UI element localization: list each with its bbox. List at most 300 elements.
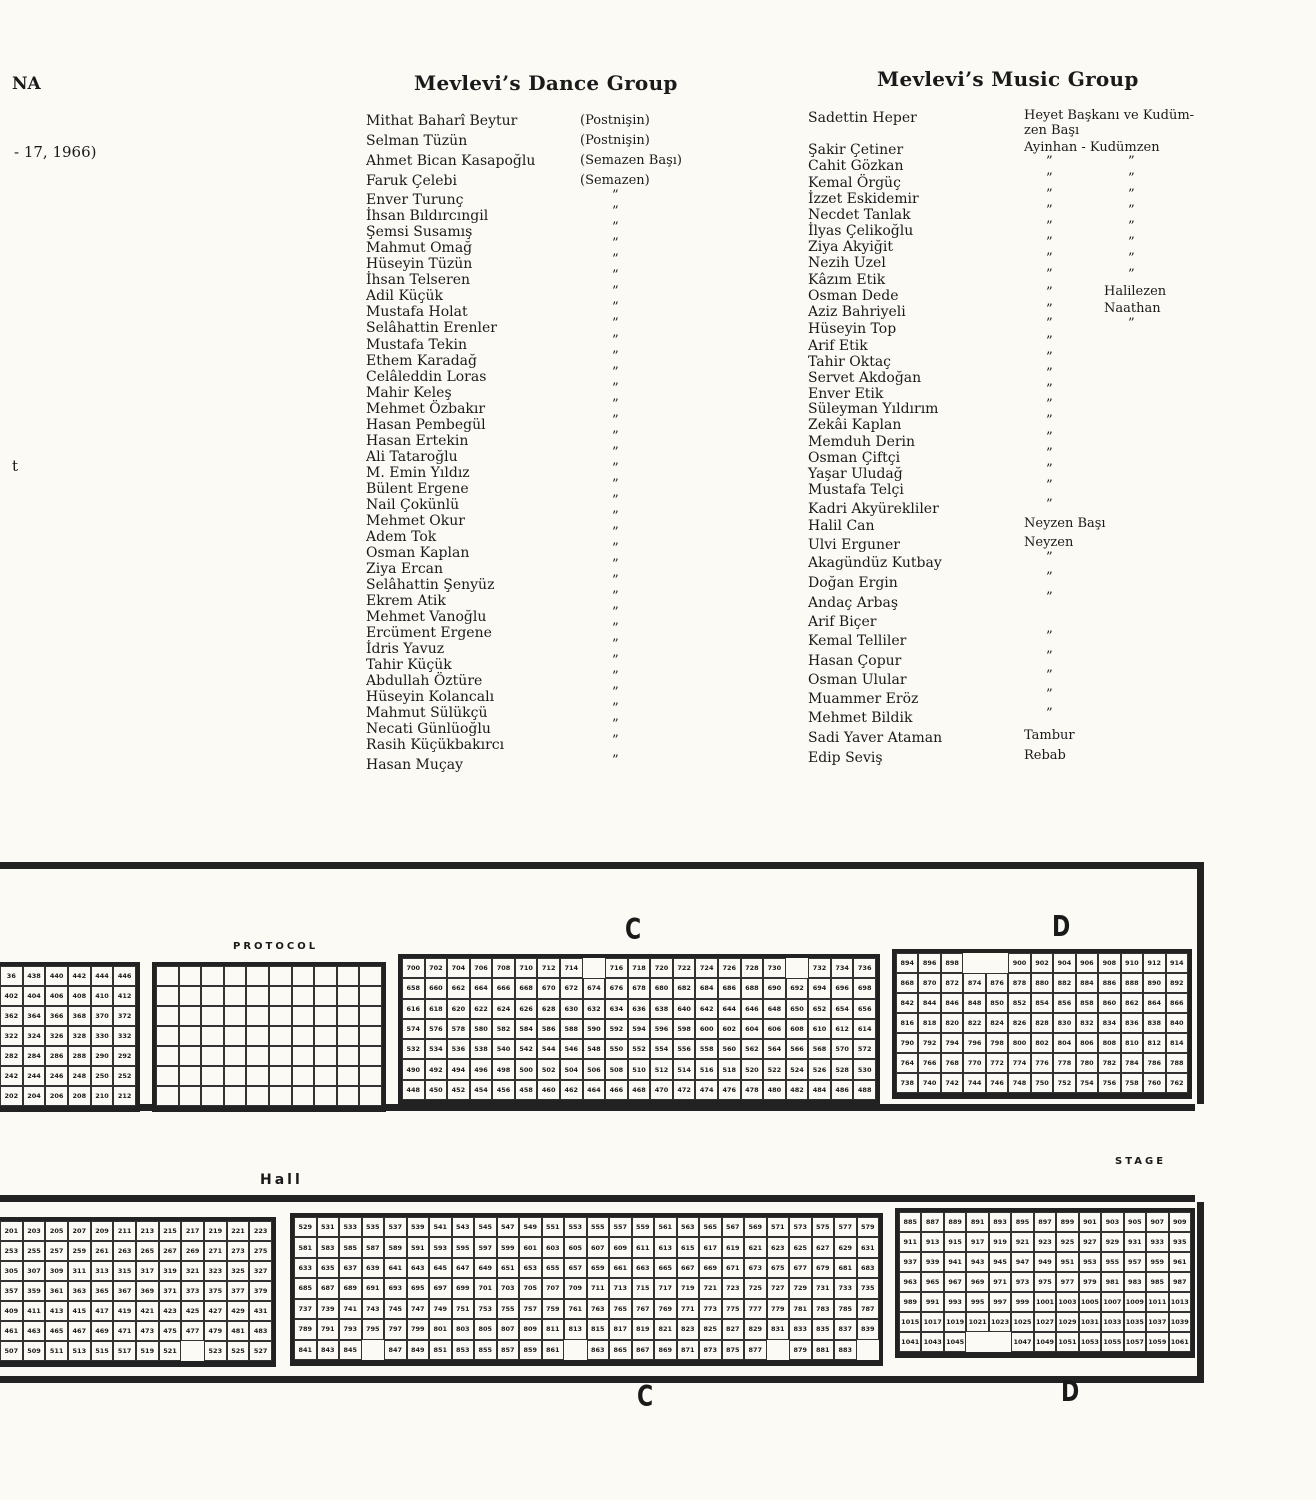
seat: 366 [45,1006,68,1026]
music-member-role-secondary: ” [1128,267,1135,282]
seat: 584 [515,1019,538,1039]
seat: 591 [407,1237,430,1257]
seat: 511 [45,1341,68,1361]
seat: 706 [470,958,493,978]
seat: 598 [673,1019,696,1039]
seat: 564 [763,1039,786,1059]
seat: 212 [113,1086,136,1106]
seat: 1047 [1011,1332,1033,1352]
seat: 742 [941,1073,963,1093]
seat: 985 [1146,1272,1168,1292]
seat: 611 [632,1237,655,1257]
seat: 305 [0,1261,23,1281]
seat: 792 [918,1033,940,1053]
seat: 731 [812,1278,835,1298]
seat: 421 [136,1301,159,1321]
seat: 590 [583,1019,606,1039]
seat: 953 [1079,1252,1101,1272]
music-member-name: Sadettin Heper [808,110,917,126]
seat: 265 [136,1241,159,1261]
protocol-seat [337,1026,360,1046]
seat: 714 [560,958,583,978]
seat: 831 [767,1319,790,1339]
seat: 375 [204,1281,227,1301]
seat: 417 [91,1301,114,1321]
seat: 309 [45,1261,68,1281]
seat: 849 [407,1340,430,1360]
seat: 410 [91,986,114,1006]
seat: 835 [812,1319,835,1339]
seat: 741 [339,1299,362,1319]
protocol-seat [201,1026,224,1046]
seat: 892 [1166,973,1188,993]
seat: 903 [1101,1212,1123,1232]
seat: 886 [1098,973,1120,993]
seat: 660 [425,978,448,998]
seat: 824 [986,1013,1008,1033]
seat: 522 [763,1059,786,1079]
seat [767,1340,790,1360]
seat: 475 [159,1321,182,1341]
seat: 470 [650,1080,673,1100]
seat: 674 [583,978,606,998]
seat: 748 [1008,1073,1030,1093]
seat: 794 [941,1033,963,1053]
protocol-seat [156,1066,179,1086]
seat: 735 [857,1278,880,1298]
seat: 1011 [1146,1292,1168,1312]
seat: 579 [857,1217,880,1237]
seat: 877 [744,1340,767,1360]
seat: 795 [362,1319,385,1339]
seat-block-d-top [892,949,1192,1099]
seat: 506 [583,1059,606,1079]
seat: 476 [718,1080,741,1100]
seat: 868 [896,973,918,993]
seat: 783 [812,1299,835,1319]
seat: 844 [918,993,940,1013]
dance-member-name: Osman Kaplan [366,545,470,561]
seat: 768 [941,1053,963,1073]
music-member-name: Hasan Çopur [808,653,902,669]
seat: 767 [632,1299,655,1319]
seat: 967 [944,1272,966,1292]
seat: 211 [113,1221,136,1241]
seat: 807 [497,1319,520,1339]
music-member-role-secondary: Naathan [1104,301,1161,316]
seat: 605 [564,1237,587,1257]
seat: 448 [402,1080,425,1100]
seat: 528 [831,1059,854,1079]
seat: 955 [1101,1252,1123,1272]
seat: 736 [853,958,876,978]
seat: 658 [402,978,425,998]
seat: 634 [605,999,628,1019]
seat: 286 [45,1046,68,1066]
seat: 373 [181,1281,204,1301]
seat: 269 [181,1241,204,1261]
seat: 688 [741,978,764,998]
seat: 822 [963,1013,985,1033]
dance-member-name: Ercüment Ergene [366,625,492,641]
seat: 473 [136,1321,159,1341]
seat: 829 [744,1319,767,1339]
dance-member-name: Faruk Çelebi [366,173,457,189]
seat: 919 [989,1232,1011,1252]
seat: 874 [963,973,985,993]
seat: 206 [45,1086,68,1106]
seat: 838 [1143,1013,1165,1033]
seat: 779 [767,1299,790,1319]
seat: 697 [429,1278,452,1298]
seat: 1025 [1011,1312,1033,1332]
seat: 311 [68,1261,91,1281]
seat: 762 [1166,1073,1188,1093]
seat: 471 [113,1321,136,1341]
seat: 743 [362,1299,385,1319]
seat: 498 [492,1059,515,1079]
seat: 549 [519,1217,542,1237]
seat: 324 [23,1026,46,1046]
seat: 859 [519,1340,542,1360]
seat: 567 [722,1217,745,1237]
seat: 667 [677,1258,700,1278]
protocol-seat [156,966,179,986]
seat: 411 [23,1301,46,1321]
seat: 678 [628,978,651,998]
seat: 776 [1031,1053,1053,1073]
seat: 512 [650,1059,673,1079]
seat: 670 [537,978,560,998]
seat: 646 [741,999,764,1019]
seat: 746 [986,1073,1008,1093]
seat: 504 [560,1059,583,1079]
dance-member-name: Ziya Ercan [366,561,444,577]
seat: 574 [402,1019,425,1039]
seat: 490 [402,1059,425,1079]
section-d-top-label: D [1052,911,1071,944]
seat: 326 [45,1026,68,1046]
seat: 965 [921,1272,943,1292]
seat: 377 [227,1281,250,1301]
seat: 645 [429,1258,452,1278]
seat: 604 [741,1019,764,1039]
protocol-seat [337,1006,360,1026]
seat: 669 [699,1258,722,1278]
seat: 467 [68,1321,91,1341]
seat: 406 [45,986,68,1006]
seat: 912 [1143,953,1165,973]
seat: 712 [537,958,560,978]
seat: 997 [989,1292,1011,1312]
seat: 558 [695,1039,718,1059]
seat: 947 [1011,1252,1033,1272]
music-member-role: ” [1046,219,1053,234]
seat: 900 [1008,953,1030,973]
music-member-role: ” [1046,235,1053,250]
music-member-name: İzzet Eskidemir [808,191,919,207]
seat: 516 [695,1059,718,1079]
seat: 722 [673,958,696,978]
seat: 773 [699,1299,722,1319]
seat: 524 [786,1059,809,1079]
protocol-seat [269,1006,292,1026]
protocol-seat [246,1086,269,1106]
seat: 534 [425,1039,448,1059]
dance-member-role: ” [612,653,619,668]
seat: 536 [447,1039,470,1059]
seat: 431 [249,1301,272,1321]
seat: 933 [1146,1232,1168,1252]
seat: 1019 [944,1312,966,1332]
seat: 429 [227,1301,250,1321]
seat: 939 [921,1252,943,1272]
seat: 905 [1124,1212,1146,1232]
seat: 821 [654,1319,677,1339]
seat: 666 [492,978,515,998]
seat: 784 [1121,1053,1143,1073]
seat: 708 [492,958,515,978]
seat: 542 [515,1039,538,1059]
dance-member-role: ” [612,621,619,636]
dance-member-name: M. Emin Yıldız [366,465,470,481]
seat: 529 [294,1217,317,1237]
seat: 609 [609,1237,632,1257]
seat: 530 [853,1059,876,1079]
seat: 1055 [1101,1332,1123,1352]
music-member-role: ” [1046,446,1053,461]
seat: 750 [1031,1073,1053,1093]
protocol-seat [179,1026,202,1046]
music-member-role: Heyet Başkanı ve Kudüm- [1024,108,1195,123]
seat: 683 [857,1258,880,1278]
seat: 902 [1031,953,1053,973]
seat: 543 [452,1217,475,1237]
music-member-role: ” [1046,382,1053,397]
protocol-seat [359,1046,382,1066]
seat: 891 [966,1212,988,1232]
seat: 801 [429,1319,452,1339]
hall-label: Hall [260,1172,303,1188]
seat: 734 [831,958,854,978]
seat: 1035 [1124,1312,1146,1332]
dance-member-name: Hasan Ertekin [366,433,469,449]
seat: 765 [609,1299,632,1319]
dance-member-name: Ahmet Bican Kasapoğlu [366,153,536,169]
seat: 686 [718,978,741,998]
music-member-name: Süleyman Yıldırım [808,401,939,417]
seat: 732 [808,958,831,978]
seat: 325 [227,1261,250,1281]
seat: 707 [542,1278,565,1298]
seat: 908 [1098,953,1120,973]
seat: 692 [786,978,809,998]
seat: 893 [989,1212,1011,1232]
seat: 446 [113,966,136,986]
seat: 837 [834,1319,857,1339]
seat: 710 [515,958,538,978]
seat: 651 [497,1258,520,1278]
seat: 595 [452,1237,475,1257]
seat: 872 [941,973,963,993]
seat: 527 [249,1341,272,1361]
seat: 639 [362,1258,385,1278]
seat: 655 [542,1258,565,1278]
seat: 749 [429,1299,452,1319]
protocol-seat [224,1086,247,1106]
seat: 883 [834,1340,857,1360]
music-member-role: ” [1046,366,1053,381]
seat: 834 [1098,1013,1120,1033]
seat: 740 [918,1073,940,1093]
seat: 797 [384,1319,407,1339]
seat: 246 [45,1066,68,1086]
protocol-seat [314,1066,337,1086]
seat: 656 [853,999,876,1019]
dance-member-role: ” [612,557,619,572]
dance-member-role: ” [612,445,619,460]
seat: 913 [921,1232,943,1252]
seat: 753 [474,1299,497,1319]
dance-member-role: ” [612,349,619,364]
seat: 681 [834,1258,857,1278]
dance-member-name: Hasan Pembegül [366,417,486,433]
seat [181,1341,204,1361]
protocol-seat [337,1066,360,1086]
seat: 323 [204,1261,227,1281]
seat: 723 [722,1278,745,1298]
seat: 806 [1076,1033,1098,1053]
seat: 727 [767,1278,790,1298]
seat: 633 [294,1258,317,1278]
protocol-seat [201,1086,224,1106]
seat: 788 [1166,1053,1188,1073]
seat: 805 [474,1319,497,1339]
protocol-seat [224,1026,247,1046]
seat: 1017 [921,1312,943,1332]
seat: 696 [831,978,854,998]
seat: 993 [944,1292,966,1312]
dance-member-name: Mehmet Vanoğlu [366,609,487,625]
seat: 803 [452,1319,475,1339]
dance-member-name: Necati Günlüoğlu [366,721,491,737]
seat: 1001 [1034,1292,1056,1312]
seat: 531 [317,1217,340,1237]
music-member-role-secondary: ” [1128,219,1135,234]
seat: 845 [339,1340,362,1360]
seat: 494 [447,1059,470,1079]
seat: 863 [587,1340,610,1360]
dance-member-name: Mehmet Okur [366,513,465,529]
music-member-name: Ziya Akyiğit [808,239,893,255]
protocol-seat [179,986,202,1006]
seat: 427 [204,1301,227,1321]
seat: 867 [632,1340,655,1360]
seat: 704 [447,958,470,978]
music-member-name: Cahit Gözkan [808,158,904,174]
seat: 488 [853,1080,876,1100]
stage-label: STAGE [1115,1156,1167,1167]
seat: 1053 [1079,1332,1101,1352]
seat: 203 [23,1221,46,1241]
seat: 917 [966,1232,988,1252]
seat: 832 [1076,1013,1098,1033]
dance-member-role: ” [612,733,619,748]
seat: 533 [339,1217,362,1237]
seat: 650 [786,999,809,1019]
seat: 525 [227,1341,250,1361]
seat: 981 [1101,1272,1123,1292]
seat: 852 [1008,993,1030,1013]
seat: 209 [91,1221,114,1241]
seat: 949 [1034,1252,1056,1272]
seat: 791 [317,1319,340,1339]
seat: 700 [402,958,425,978]
protocol-seat [359,1066,382,1086]
seat: 369 [136,1281,159,1301]
seat [966,1332,988,1352]
music-member-role: ” [1046,302,1053,317]
seat: 665 [654,1258,677,1278]
seat: 466 [605,1080,628,1100]
protocol-seat [224,1006,247,1026]
seat: 586 [537,1019,560,1039]
seat: 730 [763,958,786,978]
dance-member-name: Abdullah Öztüre [366,673,483,689]
seat: 637 [339,1258,362,1278]
protocol-seat [246,1026,269,1046]
seat: 630 [560,999,583,1019]
music-member-role: ” [1046,590,1053,605]
seat: 719 [677,1278,700,1298]
seat: 412 [113,986,136,1006]
seat: 897 [1034,1212,1056,1232]
seat: 330 [91,1026,114,1046]
seat: 1007 [1101,1292,1123,1312]
seat: 848 [963,993,985,1013]
seat: 368 [68,1006,91,1026]
seat: 569 [744,1217,767,1237]
seat: 359 [23,1281,46,1301]
seat: 780 [1076,1053,1098,1073]
seat: 202 [0,1086,23,1106]
music-member-name: Şakir Çetiner [808,142,904,158]
music-member-role: Ayinhan - Kudümzen [1024,140,1160,155]
seat: 481 [227,1321,250,1341]
seat: 547 [497,1217,520,1237]
seat: 565 [699,1217,722,1237]
seat: 1043 [921,1332,943,1352]
dance-member-name: Mithat Baharî Beytur [366,113,518,129]
seat: 671 [722,1258,745,1278]
protocol-seat [224,966,247,986]
music-member-role-continued: zen Başı [1024,123,1080,138]
seat: 635 [317,1258,340,1278]
seat: 454 [470,1080,493,1100]
stage-gap [1195,1104,1316,1202]
music-member-role: ” [1046,550,1053,565]
seat: 204 [23,1086,46,1106]
seat: 526 [808,1059,831,1079]
seat: 904 [1053,953,1075,973]
protocol-seat [246,1046,269,1066]
dance-member-role: ” [612,461,619,476]
protocol-seat [292,1026,315,1046]
protocol-seat [337,1046,360,1066]
seat: 790 [896,1033,918,1053]
seat: 684 [695,978,718,998]
seat: 906 [1076,953,1098,973]
